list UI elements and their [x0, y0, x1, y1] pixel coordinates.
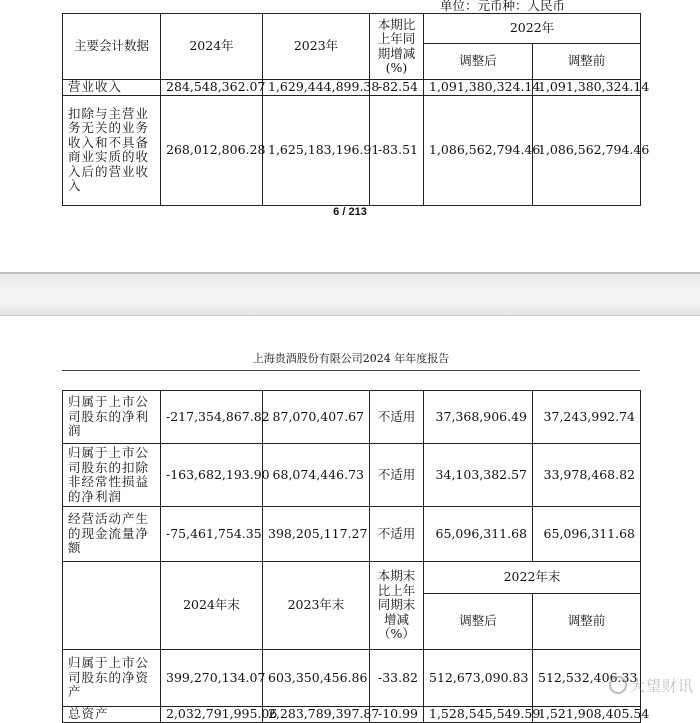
report-page-header: 上海贵酒股份有限公司2024 年年度报告: [62, 350, 640, 371]
value-change: 不适用: [370, 507, 424, 562]
header-adjusted-before: 调整前: [533, 594, 641, 650]
value-2024: 268,012,806.28: [161, 95, 263, 205]
value-change: -82.54: [370, 80, 424, 96]
value-change: 不适用: [370, 444, 424, 507]
value-2022-before: 65,096,311.68: [533, 507, 641, 562]
value-2024: -163,682,193.90: [161, 444, 263, 507]
watermark: [609, 675, 694, 696]
value-2023: 68,074,446.73: [263, 444, 370, 507]
row-label: 归属于上市公司股东的净资产: [63, 650, 161, 707]
unit-currency-note: 单位：元币种：人民币: [440, 0, 566, 13]
value-2022-before: 512,532,406.33: [533, 650, 641, 707]
value-2024: 399,270,134.07: [161, 650, 263, 707]
value-2023: 1,629,444,899.38: [263, 80, 370, 96]
value-2022-after: 37,368,906.49: [424, 391, 533, 444]
header-change: 本期比上年同期增减(%): [370, 14, 424, 80]
table-row: [63, 444, 641, 507]
value-2022-after: 1,528,545,549.59: [424, 707, 533, 723]
header-change-end: 本期末比上年同期末增减（%）: [370, 562, 424, 650]
value-2022-after: 1,086,562,794.46: [424, 95, 533, 205]
row-label: 总资产: [63, 707, 161, 723]
value-2022-before: 33,978,468.82: [533, 444, 641, 507]
header-2022: 2022年: [424, 14, 641, 44]
row-label: 归属于上市公司股东的扣除非经常性损益的净利润: [63, 444, 161, 507]
value-2024: 2,032,791,995.06: [161, 707, 263, 723]
table-row: [63, 80, 641, 96]
value-2022-after: 65,096,311.68: [424, 507, 533, 562]
value-2024: -75,461,754.35: [161, 507, 263, 562]
row-label: 扣除与主营业务无关的业务收入和不具备商业实质的收入后的营业收入: [63, 95, 161, 205]
header-adjusted-after: 调整后: [424, 594, 533, 650]
value-2023: 87,070,407.67: [263, 391, 370, 444]
value-2024: -217,354,867.82: [161, 391, 263, 444]
header-2024: 2024年: [161, 14, 263, 80]
row-label: 归属于上市公司股东的净利润: [63, 391, 161, 444]
page-separator: [0, 272, 700, 316]
value-2022-before: 37,243,992.74: [533, 391, 641, 444]
row-label: 经营活动产生的现金流量净额: [63, 507, 161, 562]
value-2022-before: 1,091,380,324.14: [533, 80, 641, 96]
header-adjusted-before: 调整前: [533, 44, 641, 80]
header-adjusted-after: 调整后: [424, 44, 533, 80]
value-2023: 1,625,183,196.91: [263, 95, 370, 205]
value-2022-before: 1,521,908,405.54: [533, 707, 641, 723]
watermark-text: 大望财讯: [629, 678, 694, 695]
header-2023: 2023年: [263, 14, 370, 80]
value-change: 不适用: [370, 391, 424, 444]
header-item: 主要会计数据: [63, 14, 161, 80]
header-2022-end: 2022年末: [424, 562, 641, 594]
value-2023: 2,283,789,397.87: [263, 707, 370, 723]
value-2022-after: 1,091,380,324.14: [424, 80, 533, 96]
weibo-logo-icon: [609, 676, 627, 694]
header-item-blank: [63, 562, 161, 650]
header-2024-end: 2024年末: [161, 562, 263, 650]
row-label: 营业收入: [63, 80, 161, 96]
value-2022-after: 34,103,382.57: [424, 444, 533, 507]
table-row: [63, 707, 641, 723]
key-accounting-data-table: [62, 13, 650, 206]
value-2024: 284,548,362.07: [161, 80, 263, 96]
value-change: -33.82: [370, 650, 424, 707]
table-row: [63, 507, 641, 562]
page-number: 6 / 213: [333, 206, 367, 218]
header-2023-end: 2023年末: [263, 562, 370, 650]
value-2022-after: 512,673,090.83: [424, 650, 533, 707]
table-row: [63, 95, 641, 205]
key-accounting-data-table-continued: [62, 390, 650, 723]
table-row: [63, 391, 641, 444]
value-2023: 603,350,456.86: [263, 650, 370, 707]
value-2022-before: 1,086,562,794.46: [533, 95, 641, 205]
value-change: -83.51: [370, 95, 424, 205]
value-2023: 398,205,117.27: [263, 507, 370, 562]
value-change: -10.99: [370, 707, 424, 723]
